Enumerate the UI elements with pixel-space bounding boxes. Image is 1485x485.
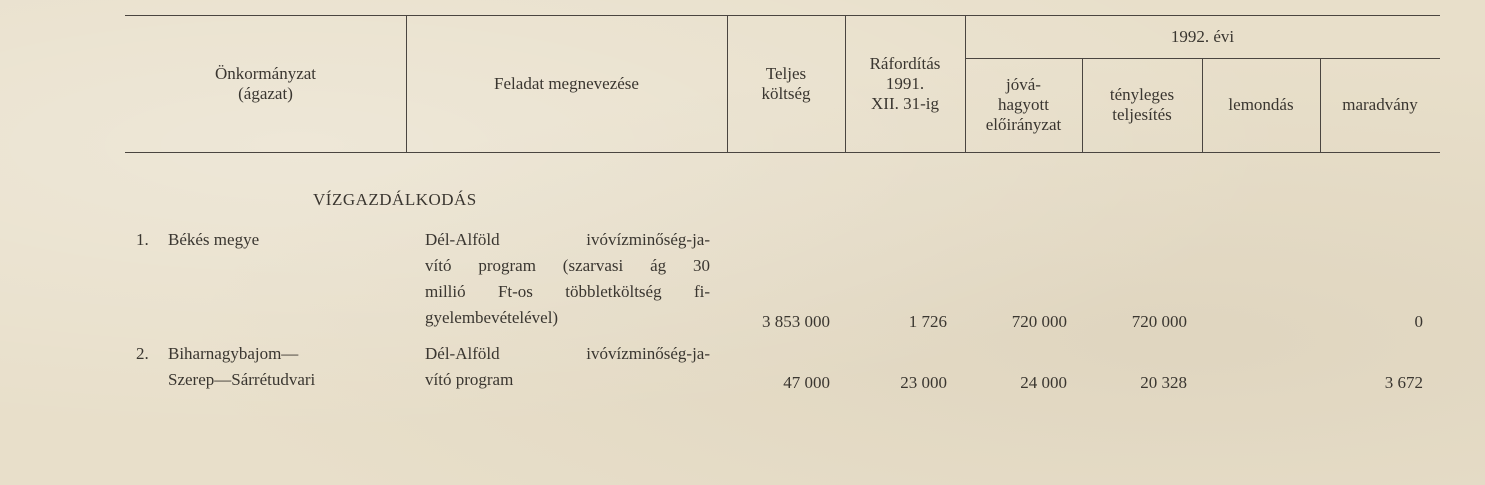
header-tenyleges — [1082, 58, 1202, 152]
header-maradvany-label: maradvány — [1342, 95, 1418, 114]
header-group-1992-label: 1992. évi — [1170, 26, 1235, 46]
cell-raforditas: 1 726 — [908, 312, 947, 331]
cell-teljes: 3 853 000 — [762, 312, 830, 331]
header-onkormanyzat-line: (ágazat) — [238, 83, 293, 103]
row-onkormanyzat: Szerep—Sárrétudvari — [168, 370, 316, 389]
row-feladat-line: millió Ft-os többletköltség fi- — [425, 282, 710, 301]
header-bottom-rule — [125, 152, 1440, 153]
header-tenyleges-line: tényleges — [1109, 85, 1175, 104]
cell-jovahagyott: 24 000 — [1020, 373, 1067, 392]
header-raforditas-line: XII. 31-ig — [871, 93, 939, 113]
header-jova-line: hagyott — [998, 95, 1049, 114]
header-raforditas — [845, 15, 965, 152]
header-lemondas — [1202, 58, 1320, 152]
row-feladat-line: vító program (szarvasi ág 30 — [425, 256, 710, 275]
header-feladat-label: Feladat megnevezése — [494, 73, 639, 93]
header-teljes-line: Teljes — [765, 63, 807, 83]
header-jovahagyott — [965, 58, 1082, 152]
row-feladat-line: gyelembevételével) — [425, 308, 559, 327]
header-tenyleges-line: teljesítés — [1112, 105, 1172, 124]
header-onkormanyzat-line: Önkormányzat — [214, 63, 317, 83]
header-jova-line: előirányzat — [985, 115, 1062, 134]
header-group-1992 — [965, 15, 1440, 58]
cell-maradvany: 3 672 — [1384, 373, 1423, 392]
row-onkormanyzat: Békés megye — [168, 230, 260, 249]
header-onkormanyzat — [125, 15, 406, 152]
row-number: 2. — [136, 344, 149, 363]
cell-raforditas: 23 000 — [900, 373, 947, 392]
cell-teljes: 47 000 — [783, 373, 830, 392]
header-feladat — [406, 15, 727, 152]
row-onkormanyzat: Biharnagybajom— — [168, 344, 299, 363]
row-feladat-line: Dél-Alföld ivóvízminőség-ja- — [425, 344, 710, 363]
cell-tenyleges: 20 328 — [1140, 373, 1187, 392]
section-title: VÍZGAZDÁLKODÁS — [313, 190, 477, 209]
row-feladat-line: vító program — [425, 370, 514, 389]
header-raforditas-line: Ráfordítás — [869, 53, 941, 73]
cell-maradvany: 0 — [1414, 312, 1423, 331]
header-jova-line: jóvá- — [1006, 75, 1041, 94]
header-teljes-line: költség — [761, 83, 811, 103]
cell-jovahagyott: 720 000 — [1011, 312, 1067, 331]
header-maradvany — [1320, 58, 1440, 152]
header-lemondas-label: lemondás — [1228, 95, 1294, 114]
row-feladat-line: Dél-Alföld ivóvízminőség-ja- — [425, 230, 710, 249]
cell-tenyleges: 720 000 — [1131, 312, 1187, 331]
header-raforditas-line: 1991. — [885, 73, 925, 93]
row-number: 1. — [136, 230, 149, 249]
header-teljes — [727, 15, 845, 152]
